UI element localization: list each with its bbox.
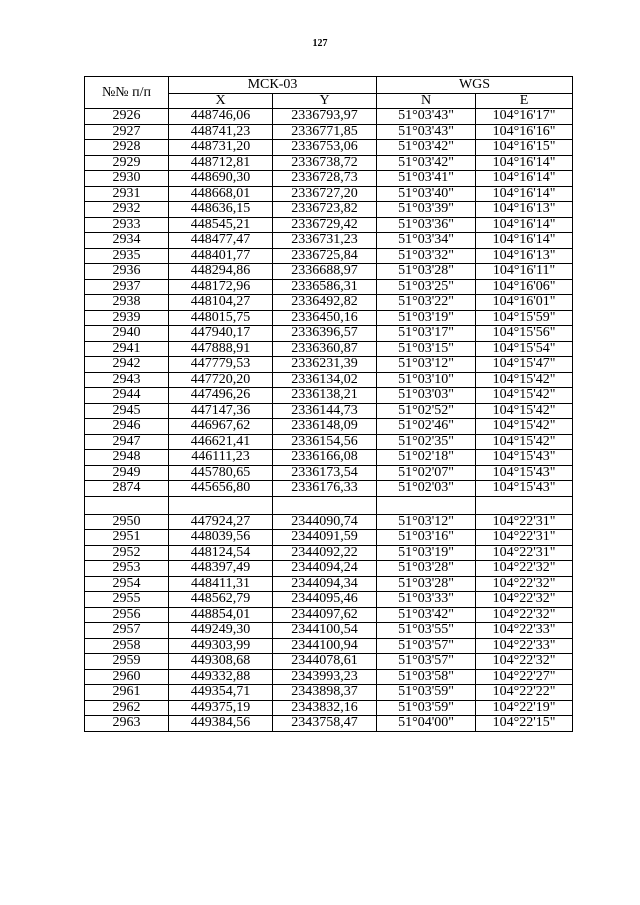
table-row xyxy=(85,233,573,249)
e-cell: 104°16'13" xyxy=(476,202,573,218)
header-y: Y xyxy=(273,94,377,109)
n-cell: 51°03'15" xyxy=(377,341,476,357)
n-cell: 51°03'12" xyxy=(377,514,476,530)
e-cell: 104°15'42" xyxy=(476,434,573,450)
e-cell: 104°16'14" xyxy=(476,233,573,249)
row-number-cell: 2938 xyxy=(85,295,169,311)
e-cell: 104°22'32" xyxy=(476,561,573,577)
row-number-cell: 2928 xyxy=(85,140,169,156)
e-cell: 104°16'14" xyxy=(476,171,573,187)
row-number-cell: 2874 xyxy=(85,481,169,497)
x-cell: 449375,19 xyxy=(169,700,273,716)
row-number-cell: 2943 xyxy=(85,372,169,388)
y-cell: 2344097,62 xyxy=(273,607,377,623)
row-number-cell: 2926 xyxy=(85,109,169,125)
n-cell: 51°04'00" xyxy=(377,716,476,732)
y-cell: 2336231,39 xyxy=(273,357,377,373)
empty-cell xyxy=(377,496,476,514)
n-cell: 51°02'46" xyxy=(377,419,476,435)
y-cell: 2343898,37 xyxy=(273,685,377,701)
x-cell: 448172,96 xyxy=(169,279,273,295)
table-row xyxy=(85,186,573,202)
n-cell: 51°03'16" xyxy=(377,530,476,546)
y-cell: 2336728,73 xyxy=(273,171,377,187)
x-cell: 448039,56 xyxy=(169,530,273,546)
y-cell: 2336173,54 xyxy=(273,465,377,481)
n-cell: 51°03'28" xyxy=(377,561,476,577)
x-cell: 448854,01 xyxy=(169,607,273,623)
table-row xyxy=(85,372,573,388)
x-cell: 445656,80 xyxy=(169,481,273,497)
x-cell: 447147,36 xyxy=(169,403,273,419)
row-number-cell: 2934 xyxy=(85,233,169,249)
x-cell: 448746,06 xyxy=(169,109,273,125)
empty-cell xyxy=(85,496,169,514)
header-n: N xyxy=(377,94,476,109)
x-cell: 448690,30 xyxy=(169,171,273,187)
e-cell: 104°15'59" xyxy=(476,310,573,326)
header-msk-group: МСК-03 xyxy=(169,77,377,94)
row-number-cell: 2949 xyxy=(85,465,169,481)
e-cell: 104°22'27" xyxy=(476,669,573,685)
n-cell: 51°03'42" xyxy=(377,607,476,623)
table-row xyxy=(85,388,573,404)
table-row xyxy=(85,341,573,357)
x-cell: 446111,23 xyxy=(169,450,273,466)
blank-separator-row xyxy=(85,496,573,514)
x-cell: 447924,27 xyxy=(169,514,273,530)
table-row xyxy=(85,264,573,280)
e-cell: 104°16'15" xyxy=(476,140,573,156)
table-row xyxy=(85,576,573,592)
n-cell: 51°03'19" xyxy=(377,545,476,561)
n-cell: 51°02'03" xyxy=(377,481,476,497)
e-cell: 104°15'43" xyxy=(476,465,573,481)
y-cell: 2336586,31 xyxy=(273,279,377,295)
x-cell: 445780,65 xyxy=(169,465,273,481)
y-cell: 2336725,84 xyxy=(273,248,377,264)
header-x: X xyxy=(169,94,273,109)
n-cell: 51°02'18" xyxy=(377,450,476,466)
n-cell: 51°03'41" xyxy=(377,171,476,187)
table-row xyxy=(85,124,573,140)
y-cell: 2336166,08 xyxy=(273,450,377,466)
table-row xyxy=(85,592,573,608)
y-cell: 2344078,61 xyxy=(273,654,377,670)
x-cell: 446621,41 xyxy=(169,434,273,450)
x-cell: 448712,81 xyxy=(169,155,273,171)
x-cell: 448104,27 xyxy=(169,295,273,311)
x-cell: 448741,23 xyxy=(169,124,273,140)
e-cell: 104°15'42" xyxy=(476,419,573,435)
n-cell: 51°03'25" xyxy=(377,279,476,295)
row-number-cell: 2935 xyxy=(85,248,169,264)
row-number-cell: 2956 xyxy=(85,607,169,623)
y-cell: 2343993,23 xyxy=(273,669,377,685)
e-cell: 104°22'32" xyxy=(476,607,573,623)
header-row-number: №№ п/п xyxy=(85,77,169,109)
row-number-cell: 2954 xyxy=(85,576,169,592)
row-number-cell: 2958 xyxy=(85,638,169,654)
x-cell: 447720,20 xyxy=(169,372,273,388)
e-cell: 104°16'14" xyxy=(476,217,573,233)
x-cell: 448562,79 xyxy=(169,592,273,608)
n-cell: 51°03'39" xyxy=(377,202,476,218)
table-row xyxy=(85,514,573,530)
n-cell: 51°03'28" xyxy=(377,576,476,592)
n-cell: 51°03'34" xyxy=(377,233,476,249)
e-cell: 104°22'32" xyxy=(476,654,573,670)
n-cell: 51°03'57" xyxy=(377,638,476,654)
table-row xyxy=(85,607,573,623)
table-row xyxy=(85,403,573,419)
y-cell: 2344091,59 xyxy=(273,530,377,546)
row-number-cell: 2929 xyxy=(85,155,169,171)
x-cell: 447779,53 xyxy=(169,357,273,373)
x-cell: 449384,56 xyxy=(169,716,273,732)
n-cell: 51°03'22" xyxy=(377,295,476,311)
row-number-cell: 2962 xyxy=(85,700,169,716)
y-cell: 2336154,56 xyxy=(273,434,377,450)
header-wgs-group: WGS xyxy=(377,77,573,94)
row-number-cell: 2939 xyxy=(85,310,169,326)
empty-cell xyxy=(273,496,377,514)
n-cell: 51°02'35" xyxy=(377,434,476,450)
row-number-cell: 2936 xyxy=(85,264,169,280)
y-cell: 2344100,94 xyxy=(273,638,377,654)
y-cell: 2336793,97 xyxy=(273,109,377,125)
n-cell: 51°03'40" xyxy=(377,186,476,202)
y-cell: 2336138,21 xyxy=(273,388,377,404)
table-row xyxy=(85,545,573,561)
y-cell: 2336729,42 xyxy=(273,217,377,233)
x-cell: 448545,21 xyxy=(169,217,273,233)
x-cell: 448401,77 xyxy=(169,248,273,264)
x-cell: 448636,15 xyxy=(169,202,273,218)
y-cell: 2336396,57 xyxy=(273,326,377,342)
row-number-cell: 2941 xyxy=(85,341,169,357)
row-number-cell: 2953 xyxy=(85,561,169,577)
table-row xyxy=(85,357,573,373)
table-row xyxy=(85,140,573,156)
page-number: 127 xyxy=(312,38,328,49)
table-row xyxy=(85,202,573,218)
y-cell: 2336148,09 xyxy=(273,419,377,435)
table-row xyxy=(85,623,573,639)
row-number-cell: 2940 xyxy=(85,326,169,342)
row-number-cell: 2945 xyxy=(85,403,169,419)
x-cell: 448668,01 xyxy=(169,186,273,202)
row-number-cell: 2961 xyxy=(85,685,169,701)
row-number-cell: 2930 xyxy=(85,171,169,187)
y-cell: 2336738,72 xyxy=(273,155,377,171)
n-cell: 51°03'10" xyxy=(377,372,476,388)
x-cell: 449308,68 xyxy=(169,654,273,670)
y-cell: 2336360,87 xyxy=(273,341,377,357)
table-row xyxy=(85,279,573,295)
table-row xyxy=(85,155,573,171)
y-cell: 2336771,85 xyxy=(273,124,377,140)
y-cell: 2344092,22 xyxy=(273,545,377,561)
row-number-cell: 2952 xyxy=(85,545,169,561)
row-number-cell: 2932 xyxy=(85,202,169,218)
row-number-cell: 2942 xyxy=(85,357,169,373)
n-cell: 51°03'43" xyxy=(377,109,476,125)
table-row xyxy=(85,465,573,481)
e-cell: 104°16'14" xyxy=(476,186,573,202)
n-cell: 51°03'12" xyxy=(377,357,476,373)
y-cell: 2336134,02 xyxy=(273,372,377,388)
y-cell: 2344095,46 xyxy=(273,592,377,608)
e-cell: 104°16'13" xyxy=(476,248,573,264)
n-cell: 51°03'32" xyxy=(377,248,476,264)
e-cell: 104°15'47" xyxy=(476,357,573,373)
n-cell: 51°03'55" xyxy=(377,623,476,639)
x-cell: 446967,62 xyxy=(169,419,273,435)
y-cell: 2336727,20 xyxy=(273,186,377,202)
x-cell: 448015,75 xyxy=(169,310,273,326)
n-cell: 51°02'52" xyxy=(377,403,476,419)
n-cell: 51°03'43" xyxy=(377,124,476,140)
row-number-cell: 2927 xyxy=(85,124,169,140)
table-row xyxy=(85,217,573,233)
y-cell: 2336723,82 xyxy=(273,202,377,218)
n-cell: 51°03'36" xyxy=(377,217,476,233)
e-cell: 104°15'42" xyxy=(476,388,573,404)
e-cell: 104°16'06" xyxy=(476,279,573,295)
table-row xyxy=(85,561,573,577)
n-cell: 51°03'59" xyxy=(377,685,476,701)
row-number-cell: 2963 xyxy=(85,716,169,732)
x-cell: 447888,91 xyxy=(169,341,273,357)
e-cell: 104°22'32" xyxy=(476,592,573,608)
row-number-cell: 2957 xyxy=(85,623,169,639)
e-cell: 104°15'42" xyxy=(476,403,573,419)
e-cell: 104°15'54" xyxy=(476,341,573,357)
x-cell: 448397,49 xyxy=(169,561,273,577)
x-cell: 449303,99 xyxy=(169,638,273,654)
row-number-cell: 2955 xyxy=(85,592,169,608)
table-row xyxy=(85,530,573,546)
row-number-cell: 2944 xyxy=(85,388,169,404)
x-cell: 448294,86 xyxy=(169,264,273,280)
table-row xyxy=(85,295,573,311)
x-cell: 447496,26 xyxy=(169,388,273,404)
table-row xyxy=(85,654,573,670)
e-cell: 104°22'33" xyxy=(476,623,573,639)
table-row xyxy=(85,171,573,187)
y-cell: 2344100,54 xyxy=(273,623,377,639)
e-cell: 104°15'56" xyxy=(476,326,573,342)
e-cell: 104°15'43" xyxy=(476,481,573,497)
y-cell: 2343758,47 xyxy=(273,716,377,732)
y-cell: 2344090,74 xyxy=(273,514,377,530)
e-cell: 104°16'16" xyxy=(476,124,573,140)
e-cell: 104°22'32" xyxy=(476,576,573,592)
n-cell: 51°03'58" xyxy=(377,669,476,685)
table-row xyxy=(85,248,573,264)
n-cell: 51°03'33" xyxy=(377,592,476,608)
row-number-cell: 2946 xyxy=(85,419,169,435)
e-cell: 104°22'31" xyxy=(476,514,573,530)
y-cell: 2336176,33 xyxy=(273,481,377,497)
e-cell: 104°15'43" xyxy=(476,450,573,466)
table-body xyxy=(85,109,573,732)
y-cell: 2336688,97 xyxy=(273,264,377,280)
y-cell: 2336753,06 xyxy=(273,140,377,156)
n-cell: 51°03'17" xyxy=(377,326,476,342)
row-number-cell: 2931 xyxy=(85,186,169,202)
table-row xyxy=(85,669,573,685)
x-cell: 448477,47 xyxy=(169,233,273,249)
n-cell: 51°03'57" xyxy=(377,654,476,670)
coordinates-table xyxy=(84,76,573,732)
header-e: E xyxy=(476,94,573,109)
n-cell: 51°03'42" xyxy=(377,140,476,156)
n-cell: 51°02'07" xyxy=(377,465,476,481)
row-number-cell: 2960 xyxy=(85,669,169,685)
table-row xyxy=(85,716,573,732)
e-cell: 104°22'22" xyxy=(476,685,573,701)
e-cell: 104°22'33" xyxy=(476,638,573,654)
table-row xyxy=(85,419,573,435)
y-cell: 2344094,24 xyxy=(273,561,377,577)
e-cell: 104°16'17" xyxy=(476,109,573,125)
empty-cell xyxy=(169,496,273,514)
n-cell: 51°03'19" xyxy=(377,310,476,326)
y-cell: 2336492,82 xyxy=(273,295,377,311)
x-cell: 448124,54 xyxy=(169,545,273,561)
table-row xyxy=(85,434,573,450)
row-number-cell: 2933 xyxy=(85,217,169,233)
e-cell: 104°15'42" xyxy=(476,372,573,388)
row-number-cell: 2951 xyxy=(85,530,169,546)
n-cell: 51°03'03" xyxy=(377,388,476,404)
e-cell: 104°22'19" xyxy=(476,700,573,716)
n-cell: 51°03'42" xyxy=(377,155,476,171)
n-cell: 51°03'59" xyxy=(377,700,476,716)
empty-cell xyxy=(476,496,573,514)
table-row xyxy=(85,685,573,701)
row-number-cell: 2959 xyxy=(85,654,169,670)
table-row xyxy=(85,450,573,466)
row-number-cell: 2948 xyxy=(85,450,169,466)
row-number-cell: 2947 xyxy=(85,434,169,450)
e-cell: 104°22'15" xyxy=(476,716,573,732)
e-cell: 104°22'31" xyxy=(476,530,573,546)
e-cell: 104°16'11" xyxy=(476,264,573,280)
table-row xyxy=(85,481,573,497)
y-cell: 2336731,23 xyxy=(273,233,377,249)
row-number-cell: 2950 xyxy=(85,514,169,530)
table-row xyxy=(85,109,573,125)
x-cell: 448411,31 xyxy=(169,576,273,592)
x-cell: 449332,88 xyxy=(169,669,273,685)
x-cell: 449249,30 xyxy=(169,623,273,639)
table-row xyxy=(85,638,573,654)
y-cell: 2336450,16 xyxy=(273,310,377,326)
x-cell: 448731,20 xyxy=(169,140,273,156)
n-cell: 51°03'28" xyxy=(377,264,476,280)
y-cell: 2336144,73 xyxy=(273,403,377,419)
e-cell: 104°22'31" xyxy=(476,545,573,561)
x-cell: 449354,71 xyxy=(169,685,273,701)
e-cell: 104°16'14" xyxy=(476,155,573,171)
y-cell: 2343832,16 xyxy=(273,700,377,716)
y-cell: 2344094,34 xyxy=(273,576,377,592)
x-cell: 447940,17 xyxy=(169,326,273,342)
row-number-cell: 2937 xyxy=(85,279,169,295)
table-row xyxy=(85,310,573,326)
e-cell: 104°16'01" xyxy=(476,295,573,311)
table-row xyxy=(85,700,573,716)
table-row xyxy=(85,326,573,342)
